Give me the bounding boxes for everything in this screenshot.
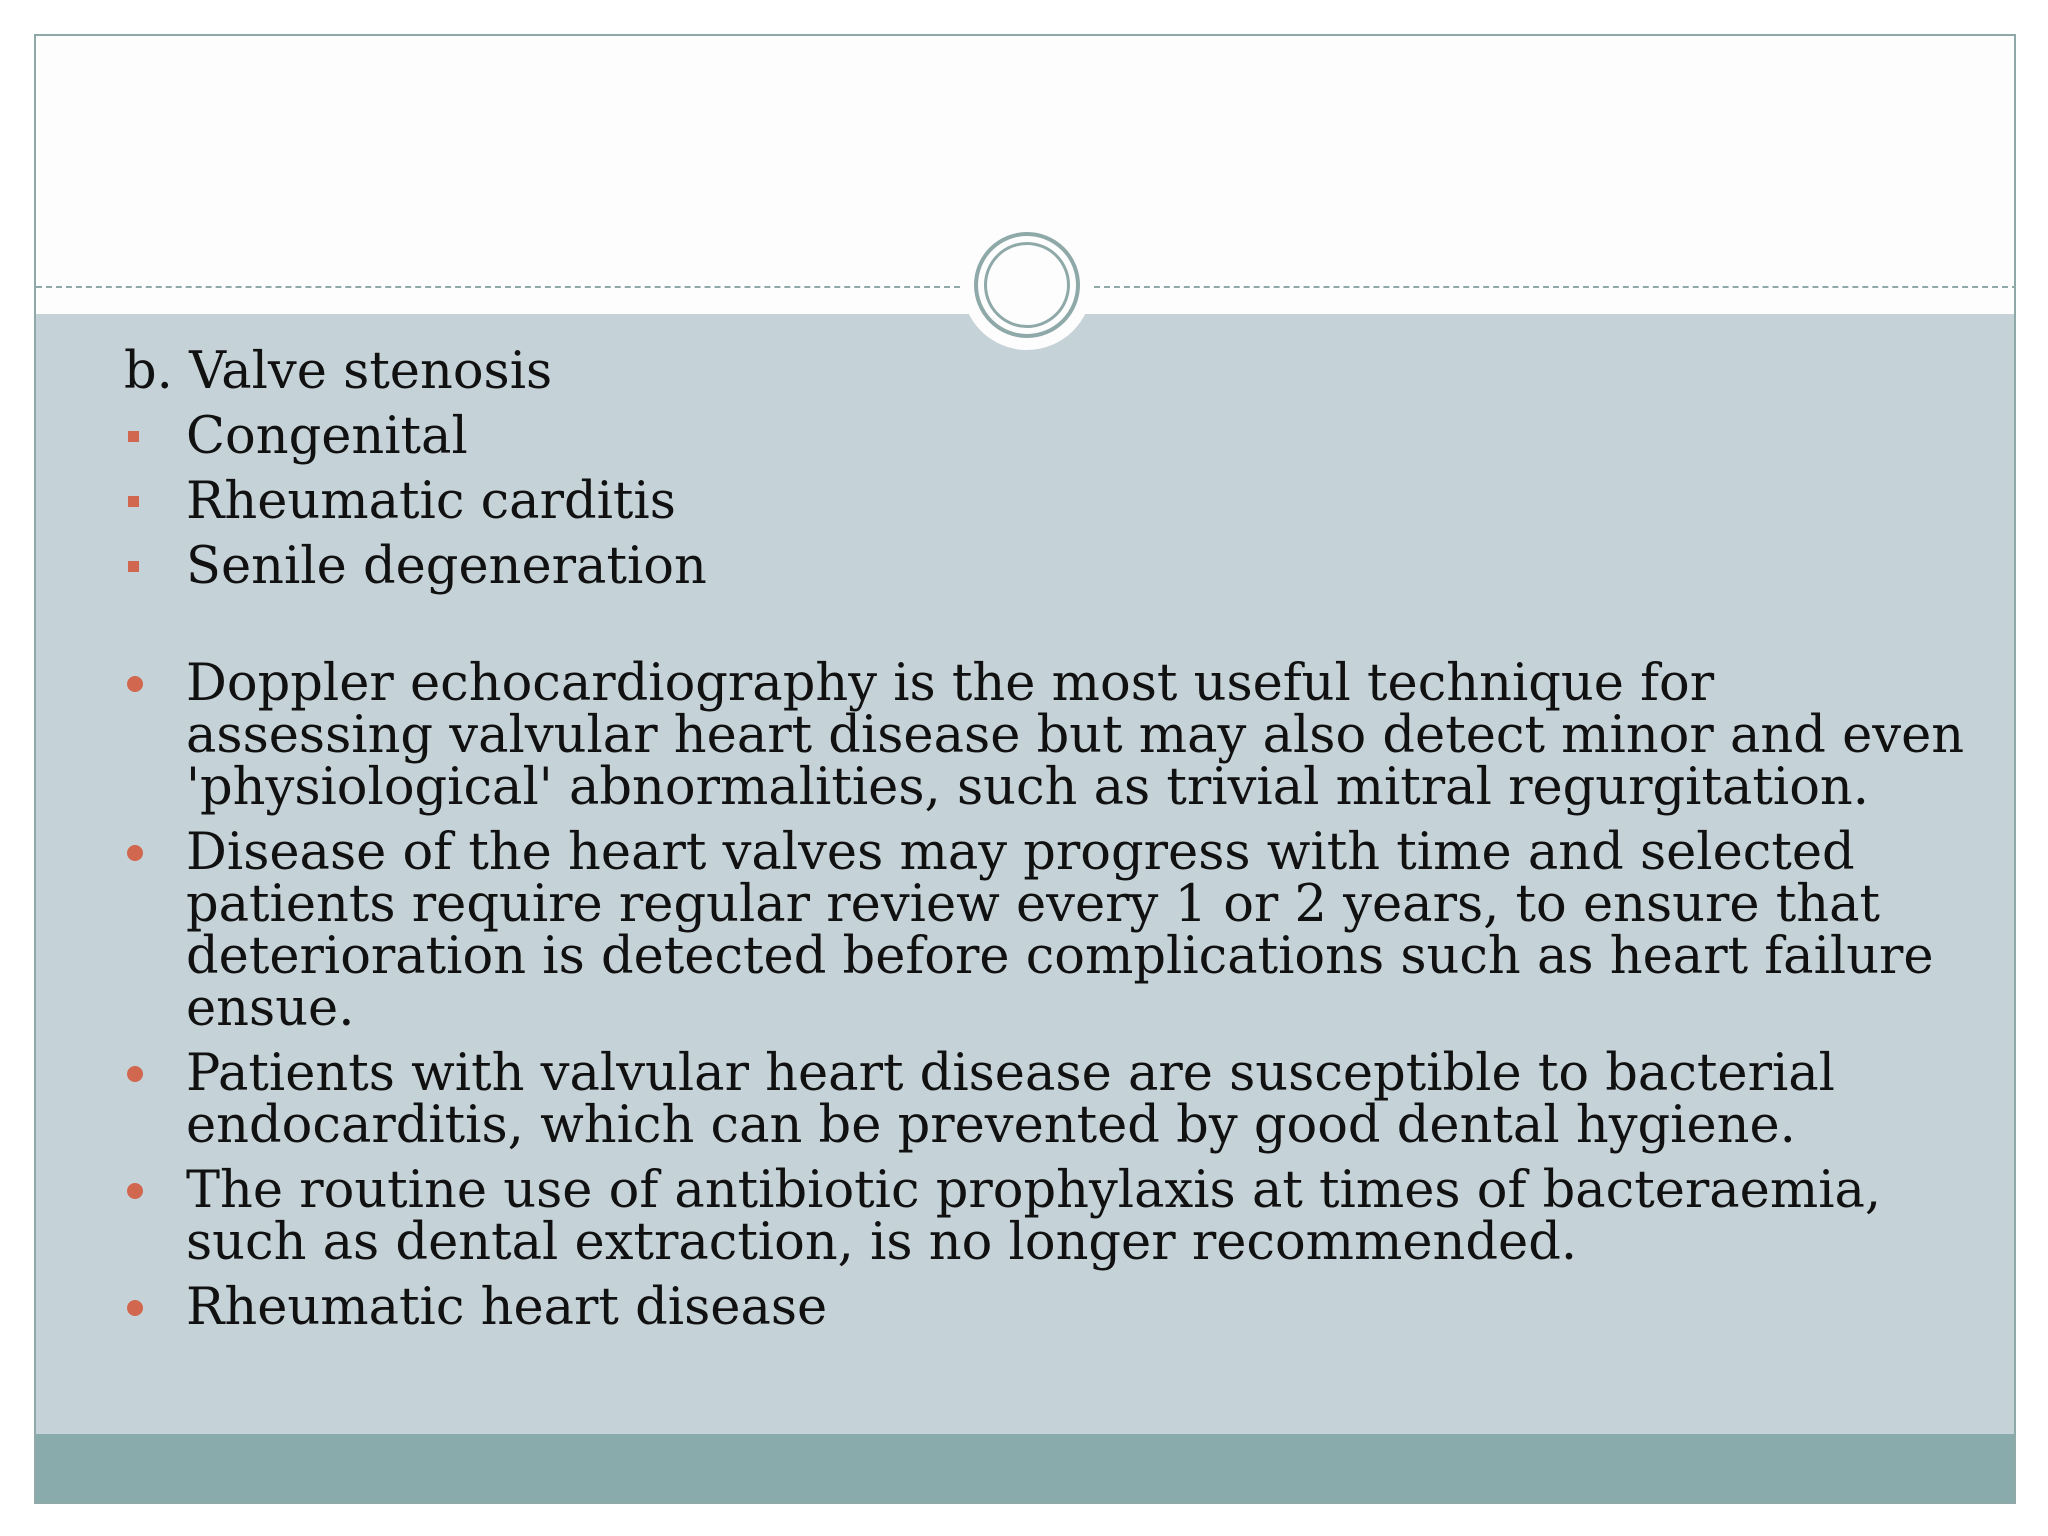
- sub-list-item: [90, 407, 1970, 466]
- section-heading: b. Valve stenosis: [124, 342, 553, 401]
- round-bullet-icon: [127, 1300, 143, 1316]
- sub-list-item: [90, 537, 1970, 596]
- round-bullet-icon: [127, 1183, 143, 1199]
- slide-footer-band: [36, 1434, 2014, 1504]
- sub-list-item-text: Congenital: [186, 407, 468, 466]
- list-spacer: [90, 606, 1970, 658]
- round-bullet-icon: [127, 845, 143, 861]
- sub-list-item-text: Senile degeneration: [186, 537, 707, 596]
- sub-list-item: [90, 472, 1970, 531]
- square-bullet-icon: [128, 431, 139, 442]
- header-divider-right: [1094, 286, 2016, 288]
- bullet-point: [90, 823, 1970, 1038]
- bullet-point: [90, 1161, 1970, 1272]
- bullet-point-text: Disease of the heart valves may progress with time and selected patients require regular review every 1 or 2 years, to ensure that deterioration is detected before complications such as heart failure ensue.: [186, 823, 1934, 1038]
- header-divider-left: [36, 286, 960, 288]
- square-bullet-icon: [128, 561, 139, 572]
- round-bullet-icon: [127, 676, 143, 692]
- bullet-point: [90, 1278, 1970, 1337]
- sub-list-item-text: Rheumatic carditis: [186, 472, 676, 531]
- ring-ornament-inner: [984, 242, 1070, 328]
- slide-body: [90, 342, 1970, 1347]
- ring-ornament-icon: [974, 232, 1080, 338]
- bullet-point: [90, 654, 1970, 817]
- bullet-point-text: The routine use of antibiotic prophylaxis at times of bacteraemia, such as dental extraction, is no longer recommended.: [186, 1161, 1882, 1272]
- bullet-point: [90, 1044, 1970, 1155]
- round-bullet-icon: [127, 1066, 143, 1082]
- bullet-point-text: Patients with valvular heart disease are susceptible to bacterial endocarditis, which can be prevented by good dental hygiene.: [186, 1044, 1835, 1155]
- bullet-point-text: Doppler echocardiography is the most useful technique for assessing valvular heart disease but may also detect minor and even 'physiological' abnormalities, such as trivial mitral regurgitation.: [186, 654, 1965, 817]
- bullet-point-text: Rheumatic heart disease: [186, 1278, 828, 1337]
- square-bullet-icon: [128, 496, 139, 507]
- slide: [34, 34, 2016, 1504]
